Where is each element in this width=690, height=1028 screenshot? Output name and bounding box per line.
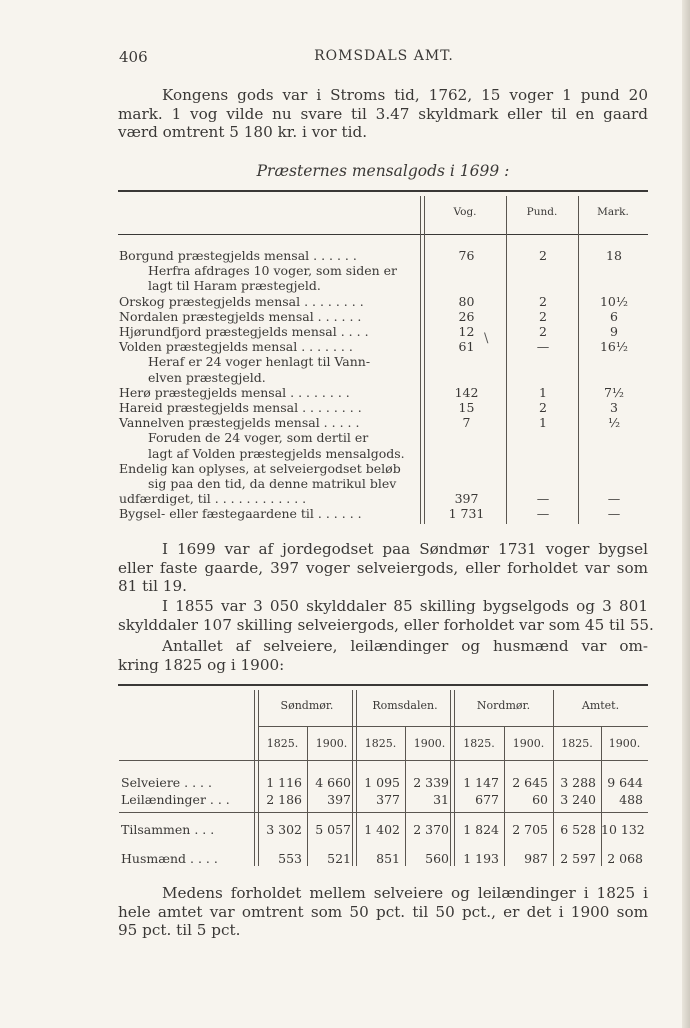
year-header: 1825. <box>561 737 593 750</box>
page-edge <box>682 0 690 1028</box>
group-header: Nordmør. <box>476 699 531 712</box>
table2-cell: 1 095 <box>364 775 400 790</box>
table1-row <box>119 309 649 324</box>
cell-pund: 2 <box>539 400 547 415</box>
paragraph-1855 <box>118 597 654 634</box>
table1-row <box>119 476 649 491</box>
cell-mark: — <box>607 491 621 507</box>
row-label: Nordalen præstegjelds mensal . . . . . . <box>119 308 362 324</box>
row-label: Herø præstegjelds mensal . . . . . . . . <box>119 384 350 400</box>
cell-mark: 18 <box>606 248 622 263</box>
table2-divider <box>352 690 353 866</box>
table1-row <box>119 430 649 445</box>
table2-cell: 2 705 <box>512 822 548 837</box>
cell-vog: 26 <box>458 308 475 324</box>
table1-header-rule <box>118 234 648 235</box>
paragraph-antallet <box>118 637 648 674</box>
row-label: elven præstegjeld. <box>148 369 266 385</box>
para-line: I 1855 var 3 050 skylddaler 85 skilling bygselgods og 3 801 <box>162 597 648 615</box>
table2-row-label: Selveiere . . . . <box>121 775 212 790</box>
cell-pund: — <box>536 491 550 507</box>
closing-paragraph <box>118 884 648 940</box>
table2-cell: 987 <box>524 851 548 866</box>
cell-pund: — <box>536 339 550 355</box>
table2-divider <box>450 690 451 866</box>
table2-cell: 3 288 <box>560 775 596 790</box>
header-vog: Vog. <box>453 206 477 218</box>
cell-vog: 15 <box>458 400 475 415</box>
closing-line: hele amtet var omtrent som 50 pct. til 50 pct., er det i 1900 som <box>118 902 648 921</box>
cell-vog: 142 <box>454 384 479 400</box>
row-label: Hareid præstegjelds mensal . . . . . . . . <box>119 400 362 415</box>
table1-row <box>119 491 649 506</box>
table1-caption: Præsternes mensalgods i 1699 : <box>256 162 510 180</box>
table2-cell: 553 <box>278 851 302 866</box>
row-label: Foruden de 24 voger, som dertil er <box>148 430 369 446</box>
para-line: I 1699 var af jordegodset paa Søndmør 1731 voger bygsel <box>162 540 648 558</box>
cell-vog: 1 731 <box>448 506 485 522</box>
table2-cell: 6 528 <box>560 822 596 837</box>
table2-cell: 10 132 <box>601 822 645 837</box>
table2-cell: 2 370 <box>413 822 449 837</box>
row-label: Hjørundfjord præstegjelds mensal . . . . <box>119 324 369 339</box>
year-header: 1900. <box>315 737 348 750</box>
table2-top-rule <box>118 684 648 686</box>
table2-cell: 60 <box>532 792 548 807</box>
para-line: kring 1825 og i 1900: <box>118 655 285 674</box>
table2-cell: 9 644 <box>607 775 643 790</box>
cell-mark: — <box>607 506 621 522</box>
table2-cell: 1 402 <box>364 822 400 837</box>
cell-mark: 10½ <box>599 293 629 309</box>
cell-pund: 2 <box>539 293 547 309</box>
table1-top-rule <box>118 190 648 192</box>
paragraph-1699 <box>118 540 648 596</box>
table2-cell: 31 <box>433 792 449 807</box>
table2-cell: 2 186 <box>266 792 302 807</box>
cell-pund: 1 <box>539 384 547 400</box>
table2-cell: 560 <box>425 851 449 866</box>
table2-cell: 1 824 <box>463 822 499 837</box>
row-label: sig paa den tid, da denne matrikul blev <box>148 476 397 491</box>
table2-cell: 397 <box>327 792 351 807</box>
row-label: Heraf er 24 voger henlagt til Vann- <box>148 354 371 370</box>
table2-cell: 2 597 <box>560 851 596 866</box>
row-label: udfærdiget, til . . . . . . . . . . . . <box>119 491 307 507</box>
header-pund: Pund. <box>526 206 558 218</box>
table2-row-label: Leilændinger . . . <box>121 792 230 807</box>
table2-cell: 677 <box>475 792 499 807</box>
table1-row <box>119 278 649 293</box>
table1-row <box>119 415 649 430</box>
table2-cell: 377 <box>376 792 400 807</box>
para-line: skylddaler 107 skilling selveiergods, eller forholdet var som 45 til 55. <box>118 615 654 634</box>
table1-row <box>119 294 649 309</box>
cell-mark: 6 <box>610 308 618 324</box>
table1-mark: \ <box>484 331 489 346</box>
group-header: Amtet. <box>581 699 620 712</box>
cell-pund: 2 <box>539 324 547 339</box>
table2-cell: 2 068 <box>607 851 643 866</box>
table2-cell: 1 147 <box>463 775 499 790</box>
cell-vog: 397 <box>454 491 479 507</box>
closing-line: Medens forholdet mellem selveiere og leilændinger i 1825 i <box>162 884 648 902</box>
table1-row <box>119 446 649 461</box>
closing-line: 95 pct. til 5 pct. <box>118 921 241 939</box>
table1-row <box>119 248 649 263</box>
table2-group-rule <box>258 726 648 727</box>
table2-sum-rule <box>119 812 648 813</box>
cell-mark: 9 <box>610 324 618 339</box>
para-line: 81 til 19. <box>118 577 187 595</box>
group-header: Romsdalen. <box>372 699 438 712</box>
table2-cell: 3 302 <box>266 822 302 837</box>
cell-vog: 80 <box>458 293 475 309</box>
table2-cell: 1 116 <box>266 775 302 790</box>
year-header: 1825. <box>364 737 397 750</box>
intro-line: mark. 1 vog vilde nu svare til 3.47 skyldmark eller til en gaard <box>118 104 648 123</box>
page-number: 406 <box>119 48 148 66</box>
table2-cell: 851 <box>376 851 400 866</box>
table2-divider <box>254 690 255 866</box>
table2-header-rule <box>119 760 648 761</box>
row-label: lagt til Haram præstegjeld. <box>148 278 321 294</box>
table2-cell: 3 240 <box>560 792 596 807</box>
intro-paragraph <box>118 86 648 142</box>
table2-cell: 5 057 <box>315 822 351 837</box>
cell-vog: 76 <box>458 248 475 263</box>
table2-cell: 521 <box>327 851 351 866</box>
table2-cell: 488 <box>619 792 643 807</box>
row-label: Orskog præstegjelds mensal . . . . . . . . <box>119 293 364 309</box>
row-label: Herfra afdrages 10 voger, som siden er <box>148 263 397 279</box>
table1-row <box>119 400 649 415</box>
year-header: 1900. <box>608 737 641 750</box>
year-header: 1825. <box>266 737 299 750</box>
cell-pund: — <box>536 506 550 522</box>
row-label: Volden præstegjelds mensal . . . . . . . <box>119 339 353 355</box>
table1-row <box>119 370 649 385</box>
group-header: Søndmør. <box>280 699 334 712</box>
page-header <box>119 48 649 70</box>
cell-vog: 12 <box>458 324 475 339</box>
table1-row <box>119 354 649 369</box>
year-header: 1825. <box>463 737 495 750</box>
table1-row <box>119 324 649 339</box>
cell-mark: 7½ <box>603 384 625 400</box>
table2-row-label: Tilsammen . . . <box>121 822 215 837</box>
table2-cell: 2 339 <box>413 775 449 790</box>
cell-vog: 7 <box>462 415 471 431</box>
row-label: Vannelven præstegjelds mensal . . . . . <box>119 415 360 431</box>
para-line: Antallet af selveiere, leilændinger og husmænd var om- <box>162 637 648 655</box>
cell-vog: 61 <box>458 339 475 355</box>
cell-pund: 2 <box>539 308 547 324</box>
table2-cell: 4 660 <box>315 775 351 790</box>
intro-line: Kongens gods var i Stroms tid, 1762, 15 voger 1 pund 20 <box>162 86 648 104</box>
table1-row <box>119 385 649 400</box>
year-header: 1900. <box>512 737 545 750</box>
cell-mark: 16½ <box>599 339 629 355</box>
cell-pund: 1 <box>539 415 547 431</box>
table2-cell: 1 193 <box>463 851 499 866</box>
row-label: Borgund præstegjelds mensal . . . . . . <box>119 248 357 263</box>
year-header: 1900. <box>413 737 446 750</box>
row-label: Endelig kan oplyses, at selveiergodset beløb <box>119 460 401 476</box>
table1-row <box>119 339 649 354</box>
row-label: lagt af Volden præstegjelds mensalgods. <box>148 445 405 461</box>
row-label: Bygsel- eller fæstegaardene til . . . . . . <box>119 506 362 522</box>
table1-row <box>119 263 649 278</box>
cell-pund: 2 <box>539 248 547 263</box>
table1-row <box>119 461 649 476</box>
table2-row-label: Husmænd . . . . <box>121 851 218 866</box>
intro-line: værd omtrent 5 180 kr. i vor tid. <box>118 123 368 141</box>
para-line: eller faste gaarde, 397 voger selveiergods, eller forholdet var som <box>118 558 648 577</box>
header-mark: Mark. <box>597 206 629 218</box>
running-title: ROMSDALS AMT. <box>314 48 454 64</box>
table2-cell: 2 645 <box>512 775 548 790</box>
cell-mark: ½ <box>607 415 621 431</box>
table1-row <box>119 506 649 521</box>
cell-mark: 3 <box>610 400 618 415</box>
